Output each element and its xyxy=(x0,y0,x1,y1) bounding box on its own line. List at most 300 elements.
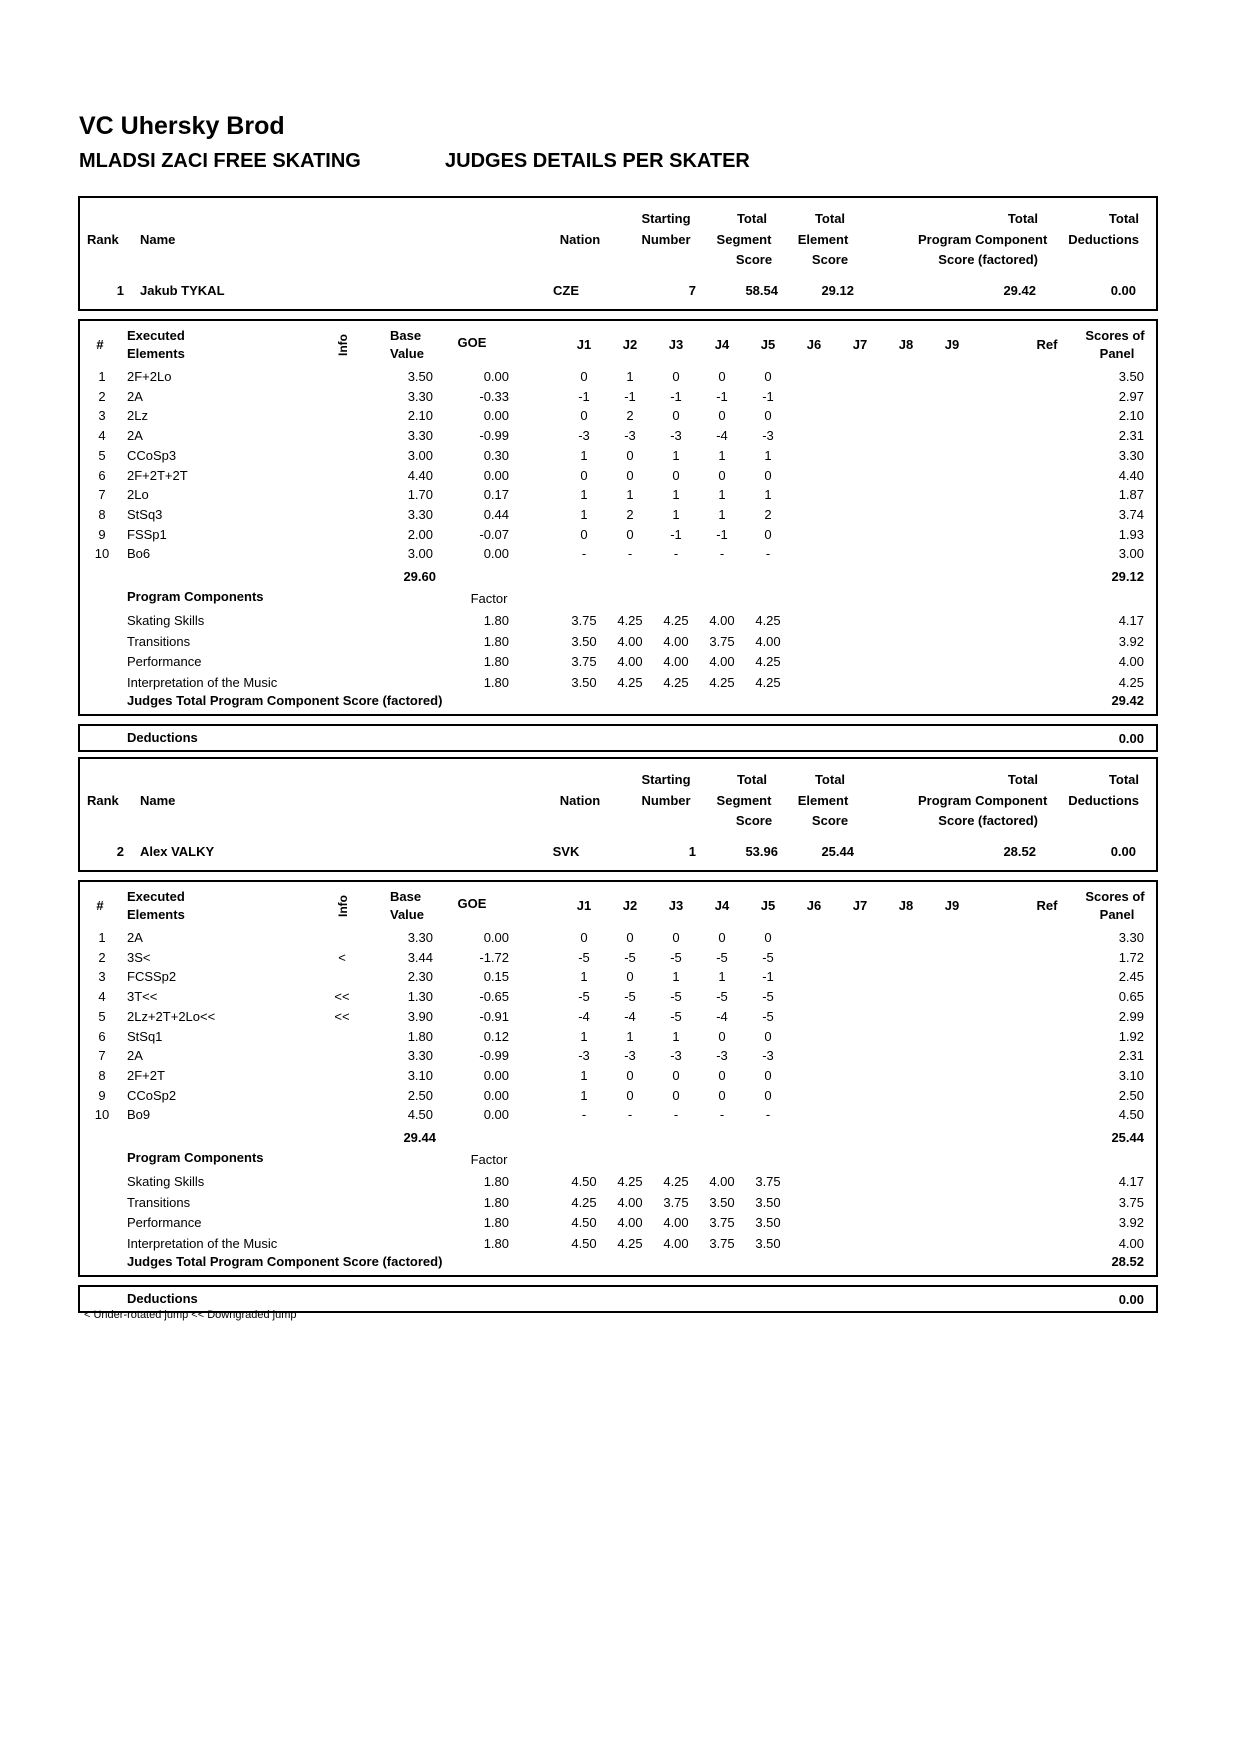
col-tss-label: Segment xyxy=(716,793,772,808)
element-judge-score: 1 xyxy=(580,1067,588,1083)
element-number: 3 xyxy=(98,408,106,424)
col-ded-label: Deductions xyxy=(1068,793,1139,808)
skater-pcs: 28.52 xyxy=(1003,844,1036,859)
component-judge-score: 3.50 xyxy=(571,633,597,649)
element-number: 1 xyxy=(98,930,106,945)
col-ref-label: Ref xyxy=(1036,898,1058,913)
element-base-value: 3.00 xyxy=(407,447,433,463)
element-judge-score: 0 xyxy=(764,467,772,483)
element-panel-score: 4.40 xyxy=(1118,467,1144,483)
component-judge-score: 3.75 xyxy=(571,654,597,669)
deductions-box xyxy=(78,724,1158,752)
col-judge-label: J3 xyxy=(668,898,684,913)
component-judge-score: 4.25 xyxy=(617,674,643,690)
element-base-value: 4.50 xyxy=(407,1107,433,1123)
element-goe: 0.44 xyxy=(483,506,509,522)
component-name: Performance xyxy=(127,654,202,669)
skater-rank: 1 xyxy=(116,283,124,298)
element-goe: -0.99 xyxy=(479,1048,509,1064)
element-info: < xyxy=(338,949,346,965)
element-judge-score: - xyxy=(581,546,587,562)
col-judge-label: J5 xyxy=(760,337,776,352)
judges-total-label: Judges Total Program Component Score (factored) xyxy=(127,1254,443,1269)
elements-total: 29.12 xyxy=(1111,569,1144,584)
element-judge-score: -3 xyxy=(578,428,590,444)
element-panel-score: 3.00 xyxy=(1118,546,1144,562)
component-panel-score: 3.92 xyxy=(1118,633,1144,649)
skater-tes: 29.12 xyxy=(821,283,854,298)
element-goe: -0.99 xyxy=(479,428,509,444)
col-tss-label: Total xyxy=(736,772,768,787)
element-judge-score: -1 xyxy=(578,388,590,404)
element-judge-score: 1 xyxy=(580,506,588,522)
col-ded-label: Total xyxy=(1108,211,1139,226)
element-panel-score: 1.92 xyxy=(1118,1028,1144,1044)
element-judge-score: 0 xyxy=(764,526,772,542)
element-panel-score: 3.74 xyxy=(1118,506,1144,522)
element-judge-score: 0 xyxy=(626,969,634,985)
component-factor: 1.80 xyxy=(483,674,509,690)
component-judge-score: 4.25 xyxy=(755,654,781,669)
skater-nation: SVK xyxy=(552,844,580,859)
skater-pcs: 29.42 xyxy=(1003,283,1036,298)
element-number: 10 xyxy=(94,1107,110,1123)
component-judge-score: 4.00 xyxy=(663,633,689,649)
deductions-label: Deductions xyxy=(127,730,198,745)
component-judge-score: 4.00 xyxy=(617,1215,643,1230)
col-elements-label: Elements xyxy=(127,907,185,922)
component-judge-score: 4.00 xyxy=(709,654,735,669)
element-judge-score: 0 xyxy=(718,467,726,483)
element-goe: 0.00 xyxy=(483,467,509,483)
element-judge-score: -1 xyxy=(670,526,682,542)
judges-total-value: 28.52 xyxy=(1111,1254,1144,1269)
component-judge-score: 4.00 xyxy=(709,1174,735,1189)
element-number: 3 xyxy=(98,969,106,985)
element-judge-score: 2 xyxy=(626,506,634,522)
element-code: 2Lz xyxy=(127,408,148,424)
component-judge-score: 3.50 xyxy=(709,1194,735,1210)
factor-label: Factor xyxy=(470,1152,508,1167)
component-judge-score: 4.25 xyxy=(571,1194,597,1210)
element-base-value: 4.40 xyxy=(407,467,433,483)
col-tes-label: Score xyxy=(811,252,849,267)
element-goe: 0.00 xyxy=(483,930,509,945)
program-components-label: Program Components xyxy=(127,589,264,604)
element-goe: 0.00 xyxy=(483,408,509,424)
element-judge-score: 0 xyxy=(672,1067,680,1083)
element-judge-score: 1 xyxy=(764,487,772,503)
element-judge-score: 0 xyxy=(580,467,588,483)
skater-name: Jakub TYKAL xyxy=(140,283,225,298)
skater-rank: 2 xyxy=(116,844,124,859)
element-judge-score: 1 xyxy=(718,487,726,503)
element-judge-score: 0 xyxy=(672,369,680,384)
element-judge-score: -5 xyxy=(762,949,774,965)
element-judge-score: 0 xyxy=(626,467,634,483)
base-value-total: 29.60 xyxy=(403,569,436,584)
element-code: 3S< xyxy=(127,949,151,965)
element-code: FSSp1 xyxy=(127,526,167,542)
element-number: 10 xyxy=(94,546,110,562)
element-judge-score: 1 xyxy=(718,447,726,463)
element-judge-score: 2 xyxy=(626,408,634,424)
element-judge-score: 0 xyxy=(672,930,680,945)
component-panel-score: 3.75 xyxy=(1118,1194,1144,1210)
element-judge-score: -5 xyxy=(762,989,774,1005)
component-judge-score: 3.75 xyxy=(663,1194,689,1210)
col-judge-label: J8 xyxy=(898,337,914,352)
col-name-label: Name xyxy=(140,232,176,247)
element-number: 2 xyxy=(98,949,106,965)
col-elements-label: Elements xyxy=(127,346,185,361)
deductions-value: 0.00 xyxy=(1118,731,1144,746)
col-base-label: Value xyxy=(390,907,424,922)
element-judge-score: -1 xyxy=(716,388,728,404)
element-goe: 0.15 xyxy=(483,969,509,985)
element-judge-score: 0 xyxy=(626,447,634,463)
element-base-value: 1.70 xyxy=(407,487,433,503)
element-judge-score: 0 xyxy=(580,408,588,424)
component-judge-score: 3.75 xyxy=(571,613,597,628)
col-pcs-label: Program Component xyxy=(918,232,1048,247)
col-tes-label: Element xyxy=(797,793,849,808)
component-panel-score: 4.17 xyxy=(1118,1174,1144,1189)
element-judge-score: 1 xyxy=(718,506,726,522)
col-goe-label: GOE xyxy=(457,335,487,350)
element-number: 6 xyxy=(98,1028,106,1044)
col-base-label: Base xyxy=(390,328,422,343)
element-goe: -0.91 xyxy=(479,1008,509,1024)
element-base-value: 3.00 xyxy=(407,546,433,562)
element-judge-score: -4 xyxy=(716,1008,728,1024)
element-judge-score: -4 xyxy=(624,1008,636,1024)
element-number: 1 xyxy=(98,369,106,384)
col-name-label: Name xyxy=(140,793,176,808)
element-judge-score: - xyxy=(765,546,771,562)
element-judge-score: 0 xyxy=(718,408,726,424)
element-panel-score: 3.30 xyxy=(1118,447,1144,463)
element-judge-score: 1 xyxy=(672,969,680,985)
col-judge-label: J4 xyxy=(714,898,730,913)
component-judge-score: 4.25 xyxy=(755,613,781,628)
element-goe: 0.00 xyxy=(483,546,509,562)
element-info: << xyxy=(334,989,350,1005)
element-code: CCoSp3 xyxy=(127,447,177,463)
component-judge-score: 4.25 xyxy=(663,674,689,690)
element-base-value: 1.30 xyxy=(407,989,433,1005)
element-judge-score: -3 xyxy=(670,428,682,444)
element-judge-score: -1 xyxy=(716,526,728,542)
skater-tes: 25.44 xyxy=(821,844,854,859)
component-judge-score: 3.75 xyxy=(709,1235,735,1251)
element-goe: 0.00 xyxy=(483,1107,509,1123)
element-goe: 0.30 xyxy=(483,447,509,463)
skater-start-number: 7 xyxy=(688,283,696,298)
event-title: VC Uhersky Brod xyxy=(79,112,285,140)
element-judge-score: -3 xyxy=(716,1048,728,1064)
element-judge-score: -4 xyxy=(716,428,728,444)
element-base-value: 2.10 xyxy=(407,408,433,424)
component-judge-score: 4.25 xyxy=(755,674,781,690)
element-judge-score: -5 xyxy=(762,1008,774,1024)
element-judge-score: 0 xyxy=(764,369,772,384)
col-nation-label: Nation xyxy=(559,793,601,808)
element-number: 4 xyxy=(98,989,106,1005)
element-judge-score: 1 xyxy=(672,1028,680,1044)
col-judge-label: J2 xyxy=(622,898,638,913)
col-pcs-label: Total xyxy=(1007,211,1038,226)
col-judge-label: J6 xyxy=(806,898,822,913)
col-starting-label: Starting xyxy=(641,211,691,226)
element-goe: 0.00 xyxy=(483,1087,509,1103)
element-panel-score: 3.50 xyxy=(1118,369,1144,384)
skater-nation: CZE xyxy=(553,283,579,298)
element-panel-score: 2.45 xyxy=(1118,969,1144,985)
element-number: 7 xyxy=(98,487,106,503)
element-judge-score: - xyxy=(673,1107,679,1123)
col-judge-label: J9 xyxy=(944,337,960,352)
element-number: 5 xyxy=(98,1008,106,1024)
col-tes-label: Total xyxy=(814,211,846,226)
col-base-label: Value xyxy=(390,346,424,361)
element-judge-score: - xyxy=(627,546,633,562)
element-judge-score: -3 xyxy=(578,1048,590,1064)
element-number: 6 xyxy=(98,467,106,483)
legend: < Under-rotated jump << Downgraded jump xyxy=(84,1309,297,1321)
element-number: 2 xyxy=(98,388,106,404)
col-elements-label: Executed xyxy=(127,328,185,343)
element-judge-score: - xyxy=(765,1107,771,1123)
component-judge-score: 4.00 xyxy=(709,613,735,628)
element-base-value: 3.44 xyxy=(407,949,433,965)
col-judge-label: J3 xyxy=(668,337,684,352)
element-judge-score: 0 xyxy=(580,369,588,384)
element-base-value: 2.30 xyxy=(407,969,433,985)
col-judge-label: J7 xyxy=(852,337,868,352)
element-code: 2A xyxy=(127,1048,143,1064)
component-judge-score: 4.25 xyxy=(709,674,735,690)
component-judge-score: 4.25 xyxy=(663,613,689,628)
element-judge-score: -5 xyxy=(624,949,636,965)
skater-start-number: 1 xyxy=(688,844,696,859)
element-judge-score: -1 xyxy=(624,388,636,404)
element-judge-score: - xyxy=(719,546,725,562)
element-base-value: 1.80 xyxy=(407,1028,433,1044)
component-factor: 1.80 xyxy=(483,613,509,628)
col-tes-label: Score xyxy=(811,813,849,828)
element-judge-score: 1 xyxy=(626,1028,634,1044)
element-judge-score: -5 xyxy=(578,949,590,965)
component-name: Interpretation of the Music xyxy=(127,1235,278,1251)
col-tss-label: Score xyxy=(735,252,773,267)
element-judge-score: -5 xyxy=(624,989,636,1005)
element-number: 4 xyxy=(98,428,106,444)
element-goe: -1.72 xyxy=(479,949,509,965)
element-panel-score: 3.10 xyxy=(1118,1067,1144,1083)
element-judge-score: 1 xyxy=(672,447,680,463)
element-base-value: 3.30 xyxy=(407,428,433,444)
skater-ded: 0.00 xyxy=(1110,283,1136,298)
category-title: MLADSI ZACI FREE SKATING xyxy=(79,150,361,172)
element-goe: -0.07 xyxy=(479,526,509,542)
element-judge-score: 0 xyxy=(580,526,588,542)
element-judge-score: 0 xyxy=(626,930,634,945)
element-panel-score: 2.99 xyxy=(1118,1008,1144,1024)
element-judge-score: -5 xyxy=(670,949,682,965)
element-judge-score: -1 xyxy=(762,388,774,404)
element-judge-score: 1 xyxy=(764,447,772,463)
component-name: Performance xyxy=(127,1215,202,1230)
deductions-value: 0.00 xyxy=(1118,1292,1144,1307)
col-ref-label: Ref xyxy=(1036,337,1058,352)
col-num-label: # xyxy=(96,898,104,913)
element-number: 9 xyxy=(98,526,106,542)
element-panel-score: 4.50 xyxy=(1118,1107,1144,1123)
col-panel-label: Panel xyxy=(1099,907,1135,922)
component-panel-score: 3.92 xyxy=(1118,1215,1144,1230)
element-judge-score: 0 xyxy=(672,408,680,424)
factor-label: Factor xyxy=(470,591,508,606)
element-judge-score: 0 xyxy=(580,930,588,945)
col-rank-label: Rank xyxy=(87,793,119,808)
component-judge-score: 4.50 xyxy=(571,1235,597,1251)
component-judge-score: 4.25 xyxy=(617,613,643,628)
element-judge-score: 0 xyxy=(764,1028,772,1044)
component-name: Skating Skills xyxy=(127,613,205,628)
element-judge-score: -1 xyxy=(670,388,682,404)
component-judge-score: 3.50 xyxy=(571,674,597,690)
element-number: 8 xyxy=(98,1067,106,1083)
element-panel-score: 2.31 xyxy=(1118,1048,1144,1064)
col-info-label: Info xyxy=(336,334,350,356)
element-judge-score: -5 xyxy=(716,949,728,965)
col-judge-label: J9 xyxy=(944,898,960,913)
element-base-value: 2.50 xyxy=(407,1087,433,1103)
component-judge-score: 4.00 xyxy=(617,1194,643,1210)
skater-tss: 53.96 xyxy=(745,844,778,859)
element-number: 9 xyxy=(98,1087,106,1103)
element-judge-score: 0 xyxy=(764,930,772,945)
component-judge-score: 4.00 xyxy=(617,654,643,669)
col-judge-label: J2 xyxy=(622,337,638,352)
element-panel-score: 0.65 xyxy=(1118,989,1144,1005)
element-code: FCSSp2 xyxy=(127,969,177,985)
component-panel-score: 4.17 xyxy=(1118,613,1144,628)
element-judge-score: 1 xyxy=(626,487,634,503)
element-base-value: 3.30 xyxy=(407,1048,433,1064)
col-ded-label: Deductions xyxy=(1068,232,1139,247)
element-code: 2F+2T+2T xyxy=(127,467,188,483)
component-panel-score: 4.00 xyxy=(1118,654,1144,669)
col-num-label: # xyxy=(96,337,104,352)
component-judge-score: 4.25 xyxy=(663,1174,689,1189)
col-tes-label: Total xyxy=(814,772,846,787)
col-judge-label: J4 xyxy=(714,337,730,352)
component-judge-score: 4.50 xyxy=(571,1215,597,1230)
element-judge-score: -5 xyxy=(578,989,590,1005)
element-judge-score: 0 xyxy=(764,408,772,424)
component-judge-score: 4.00 xyxy=(663,1215,689,1230)
component-factor: 1.80 xyxy=(483,1235,509,1251)
element-judge-score: -3 xyxy=(762,1048,774,1064)
element-judge-score: 0 xyxy=(718,1067,726,1083)
element-code: StSq1 xyxy=(127,1028,163,1044)
element-code: Bo6 xyxy=(127,546,151,562)
element-code: 2Lz+2T+2Lo<< xyxy=(127,1008,216,1024)
element-panel-score: 3.30 xyxy=(1118,930,1144,945)
col-tss-label: Score xyxy=(735,813,773,828)
component-judge-score: 3.50 xyxy=(755,1215,781,1230)
col-starting-label: Starting xyxy=(641,772,691,787)
element-judge-score: -1 xyxy=(762,969,774,985)
skater-ded: 0.00 xyxy=(1110,844,1136,859)
element-judge-score: 0 xyxy=(764,1087,772,1103)
element-judge-score: 0 xyxy=(764,1067,772,1083)
element-judge-score: 1 xyxy=(580,1028,588,1044)
element-panel-score: 2.97 xyxy=(1118,388,1144,404)
element-judge-score: 0 xyxy=(626,1067,634,1083)
judges-total-label: Judges Total Program Component Score (factored) xyxy=(127,693,443,708)
col-info-label: Info xyxy=(336,895,350,917)
element-code: 2F+2Lo xyxy=(127,369,172,384)
component-panel-score: 4.25 xyxy=(1118,674,1144,690)
element-panel-score: 1.72 xyxy=(1118,949,1144,965)
skater-tss: 58.54 xyxy=(745,283,778,298)
col-panel-label: Panel xyxy=(1099,346,1135,361)
col-elements-label: Executed xyxy=(127,889,185,904)
component-judge-score: 3.50 xyxy=(755,1194,781,1210)
element-base-value: 3.30 xyxy=(407,930,433,945)
element-judge-score: 1 xyxy=(580,969,588,985)
component-judge-score: 3.75 xyxy=(709,633,735,649)
col-pcs-label: Score (factored) xyxy=(938,252,1038,267)
element-goe: 0.00 xyxy=(483,369,509,384)
element-judge-score: -3 xyxy=(670,1048,682,1064)
component-judge-score: 4.00 xyxy=(617,633,643,649)
element-judge-score: 0 xyxy=(718,930,726,945)
component-judge-score: 4.25 xyxy=(617,1235,643,1251)
component-judge-score: 4.50 xyxy=(571,1174,597,1189)
col-rank-label: Rank xyxy=(87,232,119,247)
component-name: Transitions xyxy=(127,633,191,649)
element-code: 2Lo xyxy=(127,487,149,503)
element-judge-score: -5 xyxy=(670,1008,682,1024)
component-judge-score: 4.00 xyxy=(755,633,781,649)
element-judge-score: 0 xyxy=(718,369,726,384)
col-nation-label: Nation xyxy=(559,232,601,247)
col-tss-label: Total xyxy=(736,211,768,226)
component-factor: 1.80 xyxy=(483,633,509,649)
element-base-value: 3.10 xyxy=(407,1067,433,1083)
element-panel-score: 2.50 xyxy=(1118,1087,1144,1103)
element-judge-score: 0 xyxy=(626,1087,634,1103)
component-factor: 1.80 xyxy=(483,654,509,669)
element-number: 8 xyxy=(98,506,106,522)
element-code: CCoSp2 xyxy=(127,1087,177,1103)
component-judge-score: 3.50 xyxy=(755,1235,781,1251)
col-judge-label: J1 xyxy=(576,898,592,913)
element-base-value: 2.00 xyxy=(407,526,433,542)
element-judge-score: - xyxy=(673,546,679,562)
element-judge-score: 0 xyxy=(718,1028,726,1044)
col-tes-label: Element xyxy=(797,232,849,247)
element-base-value: 3.90 xyxy=(407,1008,433,1024)
col-panel-label: Scores of xyxy=(1085,328,1145,343)
element-judge-score: - xyxy=(719,1107,725,1123)
element-panel-score: 2.10 xyxy=(1118,408,1144,424)
component-name: Skating Skills xyxy=(127,1174,205,1189)
